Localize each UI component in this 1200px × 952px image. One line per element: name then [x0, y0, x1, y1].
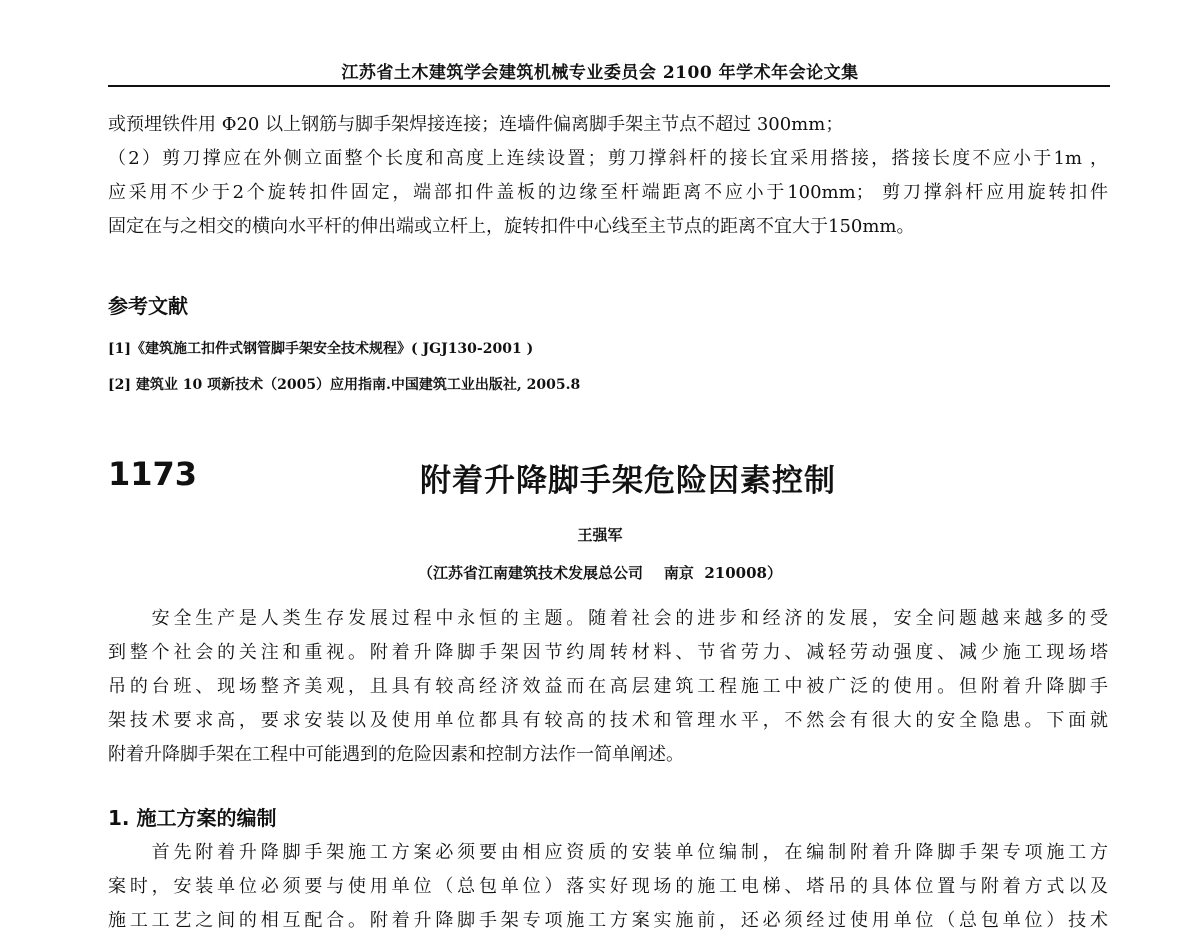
intro-paragraph	[108, 602, 1108, 772]
text-line: 到整个社会的关注和重视。附着升降脚手架因节约周转材料、节省劳力、减轻劳动强度、减少施工现场塔	[108, 642, 1108, 663]
reference-item-2: [2] 建筑业 10 项新技术（2005）应用指南.中国建筑工业出版社, 2005.8	[108, 377, 581, 393]
text-line: 吊的台班、现场整齐美观，且具有较高经济效益而在高层建筑工程施工中被广泛的使用。但附着升降脚手	[108, 676, 1108, 697]
article-affiliation: （江苏省江南建筑技术发展总公司 南京 210008）	[418, 564, 782, 582]
text-line: 首先附着升降脚手架施工方案必须要由相应资质的安装单位编制，在编制附着升降脚手架专项施工方	[108, 842, 1108, 863]
header-rule	[108, 85, 1110, 87]
references-heading: 参考文献	[108, 294, 188, 318]
text-line: 应采用不少于2个旋转扣件固定，端部扣件盖板的边缘至杆端距离不应小于100mm； 剪刀撑斜杆应用旋转扣件	[108, 182, 1108, 203]
text-line: 附着升降脚手架在工程中可能遇到的危险因素和控制方法作一简单阐述。	[108, 744, 684, 765]
section-paragraph	[108, 836, 1108, 938]
text-line: 施工工艺之间的相互配合。附着升降脚手架专项施工方案实施前，还必须经过使用单位（总包单位）技术	[108, 910, 1108, 931]
text-line: 或预埋铁件用 Φ20 以上钢筋与脚手架焊接连接；连墙件偏离脚手架主节点不超过 300mm；	[108, 114, 844, 135]
text-line: （2）剪刀撑应在外侧立面整个长度和高度上连续设置；剪刀撑斜杆的接长宜采用搭接，搭接长度不应小于1m ，	[108, 148, 1108, 169]
article-title: 附着升降脚手架危险因素控制	[420, 463, 836, 499]
text-line: 安全生产是人类生存发展过程中永恒的主题。随着社会的进步和经济的发展，安全问题越来越多的受	[108, 608, 1108, 629]
previous-article-paragraph	[108, 108, 1108, 244]
article-number: 1173	[108, 455, 198, 493]
text-line: 案时，安装单位必须要与使用单位（总包单位）落实好现场的施工电梯、塔吊的具体位置与附着方式以及	[108, 876, 1108, 897]
running-header: 江苏省土木建筑学会建筑机械专业委员会 2100 年学术年会论文集	[341, 63, 859, 83]
reference-item-1: [1]《建筑施工扣件式钢管脚手架安全技术规程》( JGJ130-2001 )	[108, 341, 534, 357]
text-line: 架技术要求高，要求安装以及使用单位都具有较高的技术和管理水平，不然会有很大的安全隐患。下面就	[108, 710, 1108, 731]
article-author: 王强军	[577, 526, 623, 544]
text-line: 固定在与之相交的横向水平杆的伸出端或立杆上，旋转扣件中心线至主节点的距离不宜大于150mm。	[108, 216, 915, 237]
section-heading: 1. 施工方案的编制	[108, 806, 277, 830]
